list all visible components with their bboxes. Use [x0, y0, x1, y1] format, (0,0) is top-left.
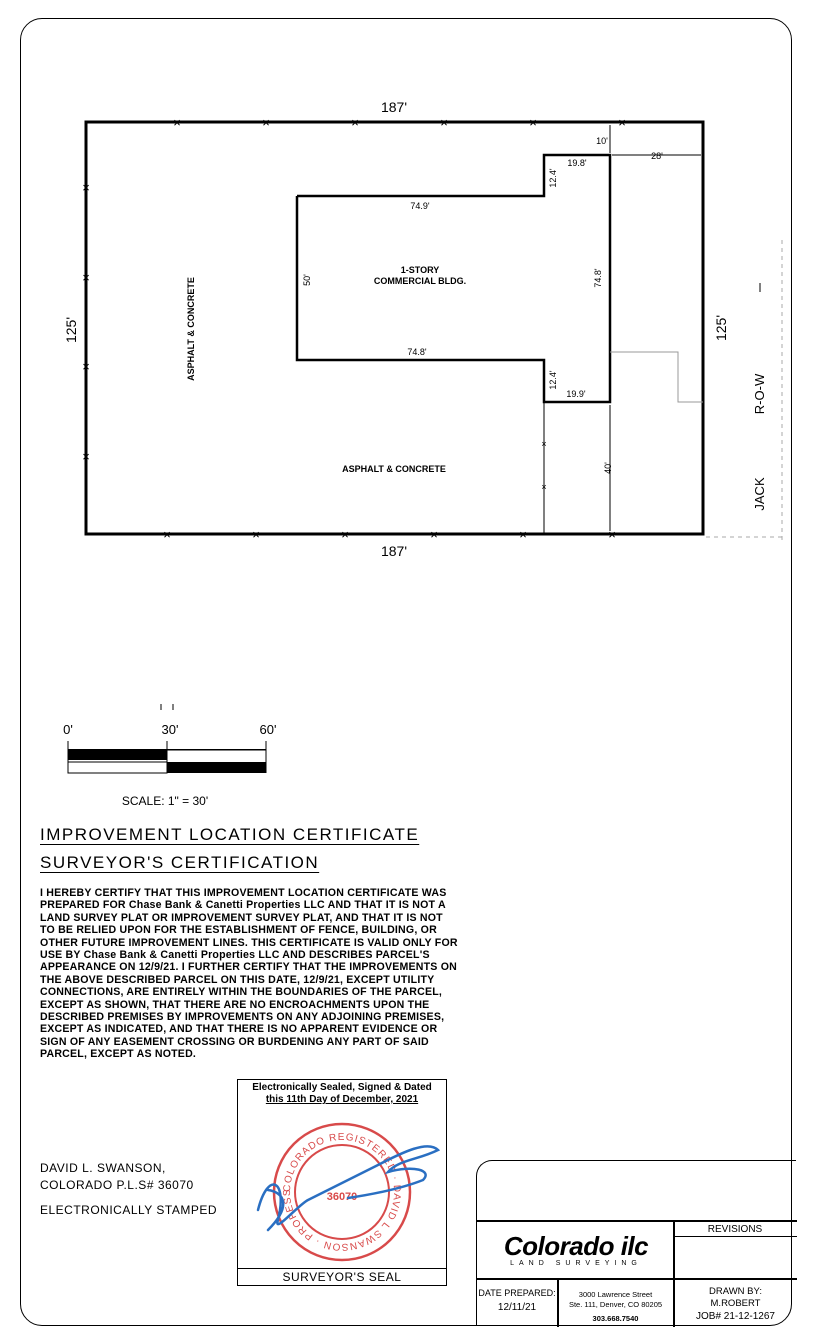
svg-text:×: × — [173, 115, 181, 130]
dim-19-8: 19.8' — [567, 158, 587, 168]
drawn-by-label: DRAWN BY: — [709, 1286, 762, 1297]
revisions-label: REVISIONS — [707, 1224, 763, 1235]
scale-tick-0: 0' — [63, 722, 73, 737]
svg-text:×: × — [519, 527, 527, 542]
seal-number: 36070 — [326, 1191, 358, 1203]
street-label: JACK — [752, 477, 767, 511]
seal-footer: SURVEYOR'S SEAL — [238, 1268, 446, 1285]
svg-text:×: × — [82, 180, 90, 195]
row-label: R-O-W — [752, 373, 767, 415]
scale-tick-60: 60' — [259, 722, 277, 737]
address-line2: Ste. 111, Denver, CO 80205 — [568, 1300, 663, 1309]
svg-text:×: × — [341, 527, 349, 542]
surveyor-stamp-note: ELECTRONICALLY STAMPED — [40, 1203, 218, 1217]
svg-text:×: × — [529, 115, 537, 130]
left-dimension: 125' — [63, 316, 79, 344]
scale-tick-30: 30' — [161, 722, 179, 737]
logo-sub-text: LAND SURVEYING — [510, 1260, 642, 1267]
dim-40: 40' — [603, 462, 613, 474]
scale-bar — [63, 704, 276, 808]
surveyor-license: COLORADO P.L.S# 36070 — [40, 1178, 194, 1192]
dim-12-4-bottom: 12.4' — [548, 370, 558, 390]
dim-74-9: 74.9' — [410, 201, 430, 211]
surface-label-left: ASPHALT & CONCRETE — [186, 277, 196, 381]
dim-50: 50' — [302, 274, 312, 286]
date-prepared-label: DATE PREPARED: — [478, 1288, 556, 1298]
svg-text:×: × — [163, 527, 171, 542]
svg-text:×: × — [618, 115, 626, 130]
seal-ring-textpath: COLORADO REGISTERED · DAVID L SWANSON · PROFESS — [281, 1131, 403, 1253]
dim-19-9: 19.9' — [566, 389, 586, 399]
certification-title: SURVEYOR'S CERTIFICATION — [40, 853, 320, 872]
drawn-by-value: M.ROBERT — [710, 1298, 761, 1309]
phone: 303.668.7540 — [592, 1314, 639, 1323]
job-number: JOB# 21-12-1267 — [696, 1311, 775, 1322]
company-logo — [480, 1232, 672, 1268]
ilc-title: IMPROVEMENT LOCATION CERTIFICATE — [40, 825, 420, 844]
date-prepared-value: 12/11/21 — [497, 1302, 537, 1313]
surveyor-block — [40, 1160, 217, 1219]
seal-header-line1: Electronically Sealed, Signed & Dated — [252, 1082, 432, 1093]
svg-text:×: × — [608, 527, 616, 542]
dim-10: 10' — [596, 136, 608, 146]
surface-label-bottom: ASPHALT & CONCRETE — [342, 464, 446, 474]
surveyor-name: DAVID L. SWANSON, — [40, 1161, 166, 1175]
svg-text:×: × — [440, 115, 448, 130]
svg-text:×: × — [541, 439, 547, 449]
building-label-line2: COMMERCIAL BLDG. — [373, 276, 467, 286]
svg-text:×: × — [82, 449, 90, 464]
top-dimension: 187' — [380, 99, 408, 115]
svg-text:×: × — [430, 527, 438, 542]
svg-text:×: × — [541, 482, 547, 492]
right-dimension: 125' — [713, 314, 729, 342]
certification-text: I HEREBY CERTIFY THAT THIS IMPROVEMENT LOCATION CERTIFICATE WAS PREPARED FOR Chase Bank & Canetti Properties LLC AND THAT IT IS NOT A LAND SURVEY PLAT OR IMPROVEMENT SURVEY PLAT, AND THAT IT IS NOT TO BE RELIED UPON FOR THE ESTABLISHMENT OF FENCE, BUILDING, OR OTHER FUTURE IMPROVEMENT LINES. THIS CERTIFICATE IS VALID ONLY FOR USE BY Chase Bank & Canetti Properties LLC AND DESCRIBES PARCEL'S APPEARANCE ON 12/9/21. I FURTHER CERTIFY THAT THE IMPROVEMENTS ON THE ABOVE DESCRIBED PARCEL ON THIS DATE, 12/9/21, EXCEPT UTILITY CONNECTIONS, ARE ENTIRELY WITHIN THE BOUNDARIES OF THE PARCEL, EXCEPT AS SHOWN, THAT THERE ARE NO ENCROACHMENTS UPON THE DESCRIBED PREMISES BY IMPROVEMENTS ON ANY ADJOINING PREMISES, EXCEPT AS INDICATED, AND THAT THERE IS NO APPARENT EVIDENCE OR SIGN OF ANY EASEMENT CROSSING OR BURDENING ANY PART OF SAID PARCEL, EXCEPT AS NOTED. — [40, 887, 458, 1061]
svg-text:×: × — [82, 270, 90, 285]
logo-main-text: Colorado ilc — [503, 1231, 649, 1261]
building-label-line1: 1-STORY — [400, 265, 440, 275]
dim-12-4-top: 12.4' — [548, 168, 558, 188]
dim-74-8-bottom: 74.8' — [407, 347, 427, 357]
dim-74-8-right: 74.8' — [593, 268, 603, 288]
seal-graphic — [238, 1110, 446, 1270]
seal-ring-text — [238, 1110, 402, 1252]
scale-label: SCALE: 1" = 30' — [121, 794, 209, 808]
adjacent-structure-line — [610, 352, 703, 402]
dim-28: 28' — [651, 151, 663, 161]
svg-text:×: × — [82, 359, 90, 374]
svg-text:×: × — [262, 115, 270, 130]
seal-header-line2: this 11th Day of December, 2021 — [265, 1094, 419, 1105]
svg-text:×: × — [252, 527, 260, 542]
seal-box — [237, 1079, 447, 1286]
bottom-dimension: 187' — [380, 543, 408, 559]
svg-text:×: × — [351, 115, 359, 130]
address-line1: 3000 Lawrence Street — [578, 1290, 653, 1299]
seal-header — [238, 1082, 446, 1106]
